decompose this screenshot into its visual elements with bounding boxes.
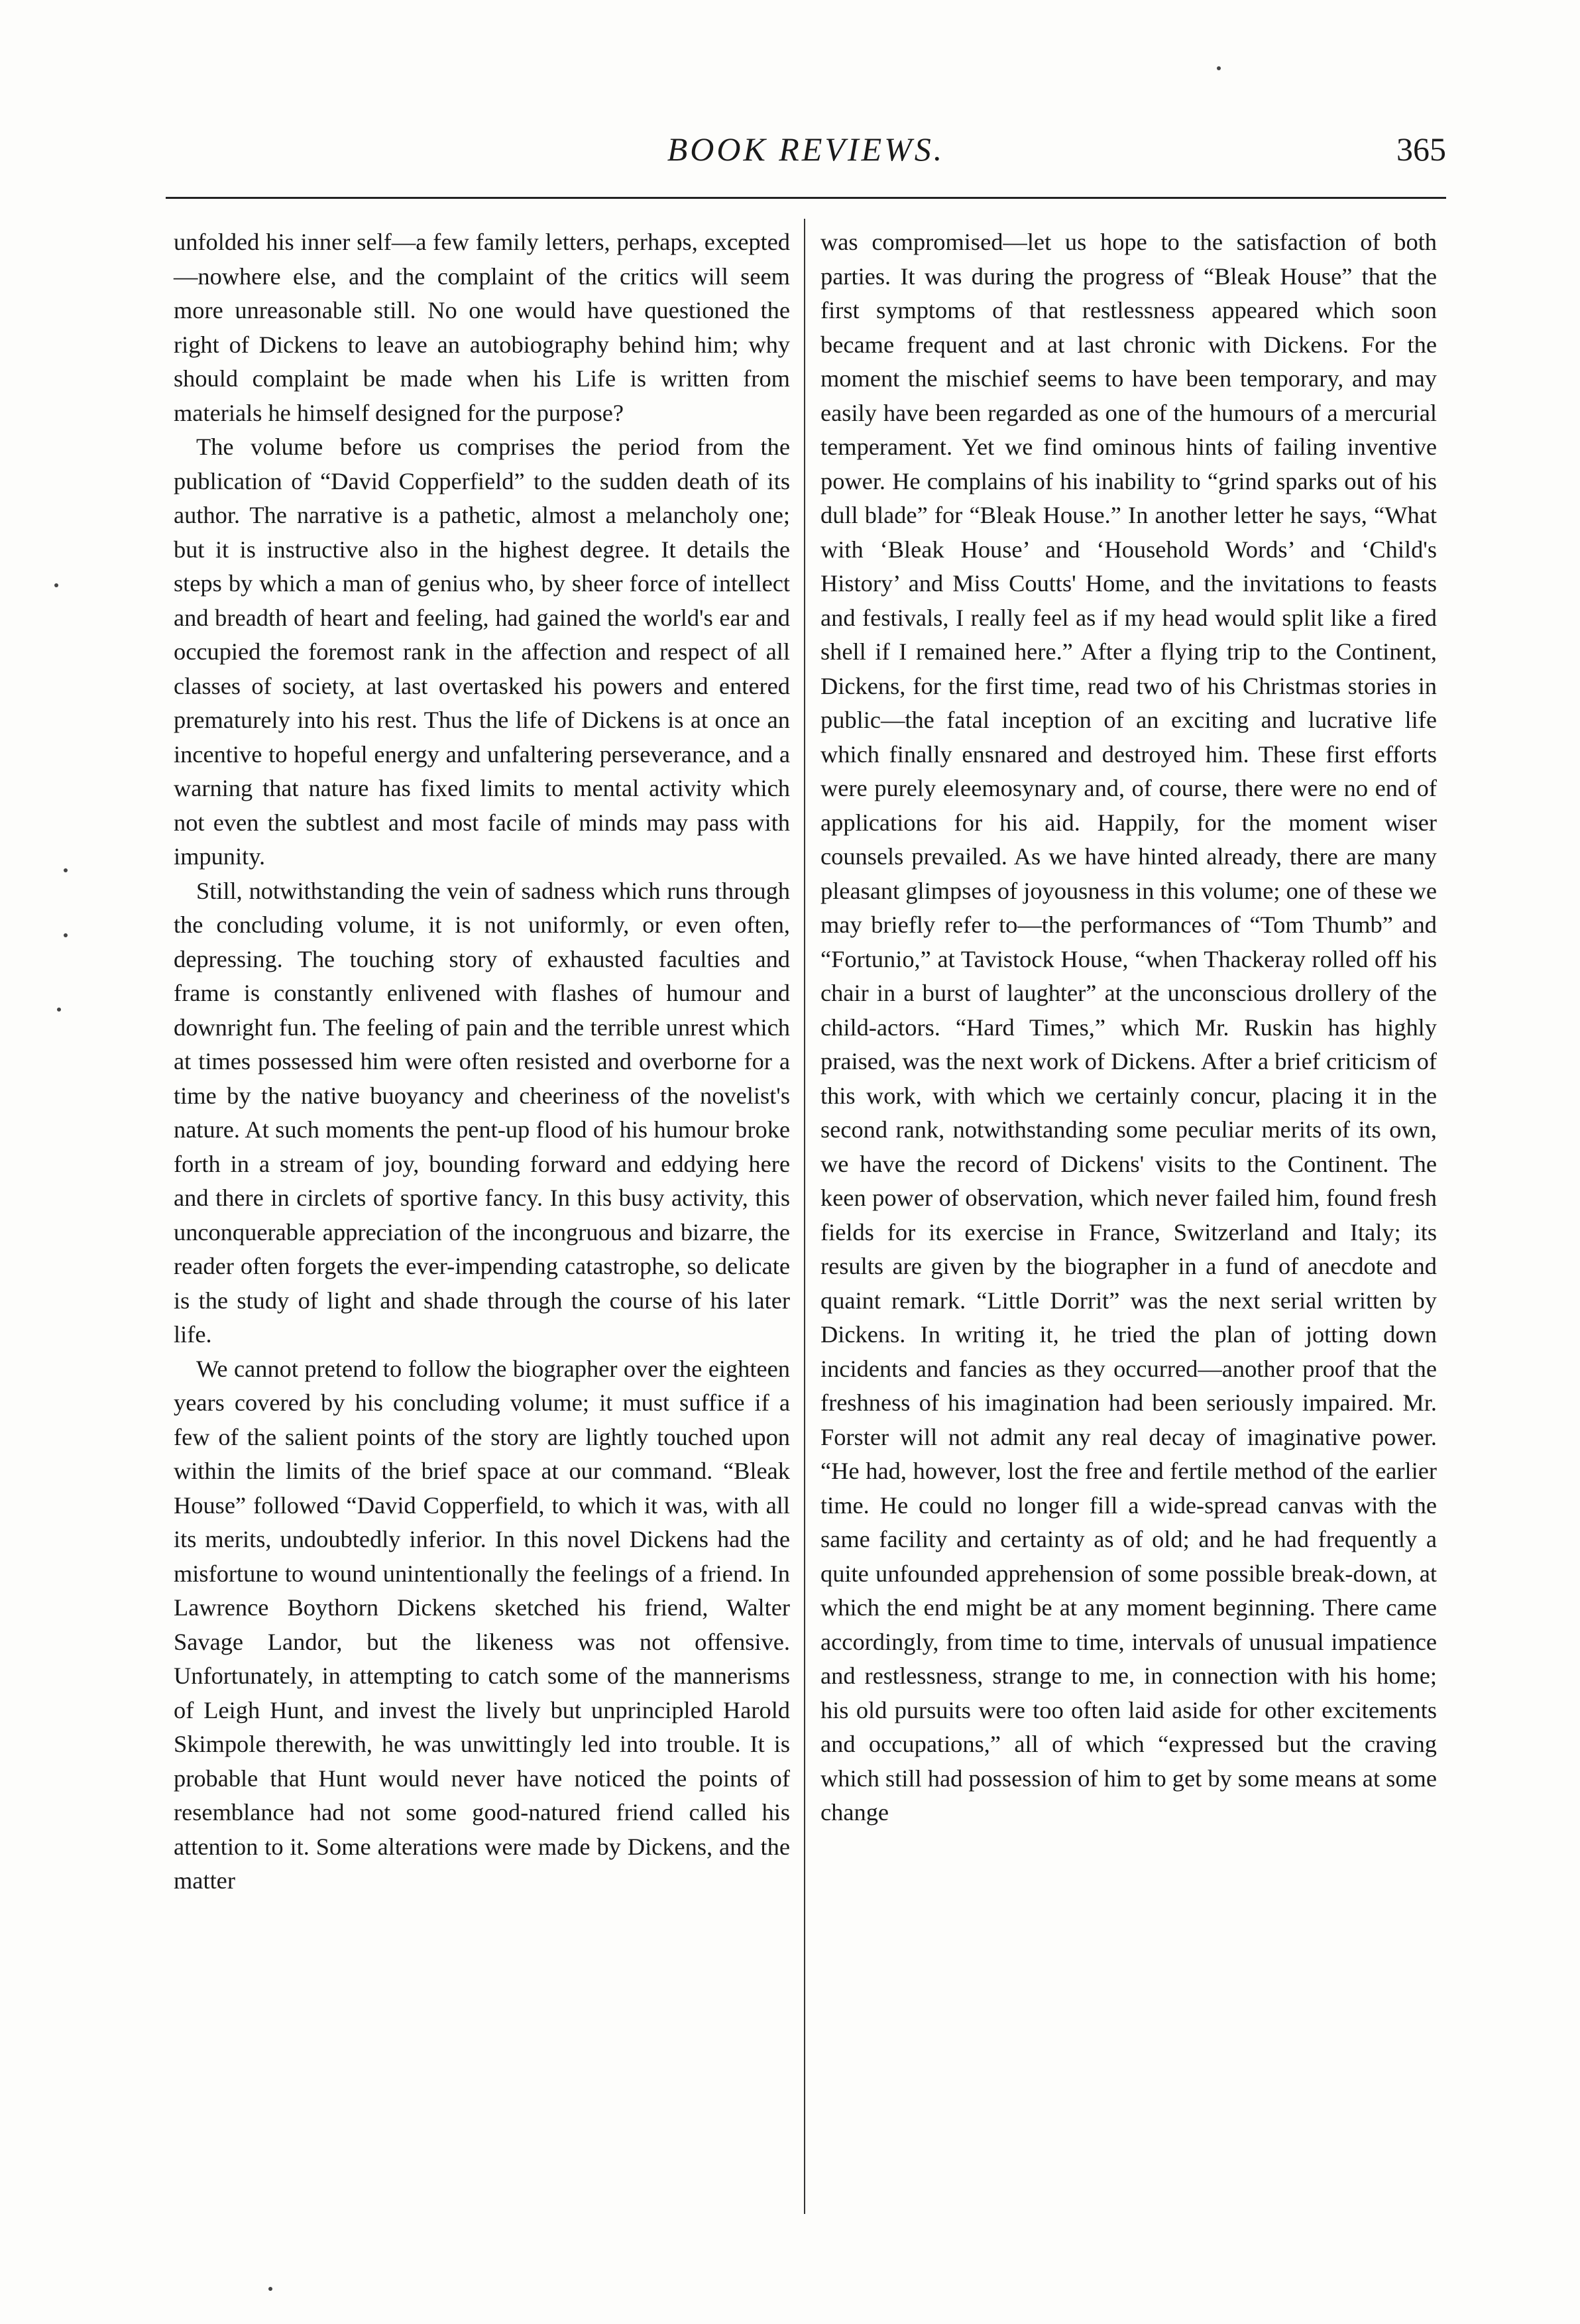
left-column — [174, 225, 790, 1898]
right-paragraph-1: was compromised—let us hope to the satisfaction of both parties. It was during the progress of “Bleak House” that the first symptoms of that restlessness appeared which soon became frequent and at last chronic with Dickens. For the moment the mischief seems to have been temporary, and may easily have been regarded as one of the humours of a mercurial temperament. Yet we find ominous hints of failing inventive power. He complains of his inability to “grind sparks out of his dull blade” for “Bleak House.” In another letter he says, “What with ‘Bleak House’ and ‘Household Words’ and ‘Child's History’ and Miss Coutts' Home, and the invitations to feasts and festivals, I really feel as if my head would split like a fired shell if I remained here.” After a flying trip to the Continent, Dickens, for the first time, read two of his Christmas stories in public—the fatal inception of an exciting and lucrative life which finally ensnared and destroyed him. These first efforts were purely eleemosynary and, of course, there were no end of applications for his aid. Happily, for the moment wiser counsels prevailed. As we have hinted already, there are many pleasant glimpses of joyousness in this volume; one of these we may briefly refer to—the performances of “Tom Thumb” and “Fortunio,” at Tavistock House, “when Thackeray rolled off his chair in a burst of laughter” at the unconscious drollery of the child-actors. “Hard Times,” which Mr. Ruskin has highly praised, was the next work of Dickens. After a brief criticism of this work, with which we certainly concur, placing it in the second rank, notwithstanding some peculiar merits of its own, we have the record of Dickens' visits to the Continent. The keen power of observation, which never failed him, found fresh fields for its exercise in France, Switzerland and Italy; its results are given by the biographer in a fund of anecdote and quaint remark. “Little Dorrit” was the next serial written by Dickens. In writing it, he tried the plan of jotting down incidents and fancies as they occurred—another proof that the freshness of his imagination had been seriously impaired. Mr. Forster will not admit any real decay of imaginative power. “He had, however, lost the free and fertile method of the earlier time. He could no longer fill a wide-spread canvas with the same facility and certainty as of old; and he had frequently a quite unfounded apprehension of some possible break-down, at which the end might be at any moment beginning. There came accordingly, from time to time, intervals of unusual impatience and restlessness, strange to me, in connection with his home; his old pursuits were too often laid aside for other excitements and occupations,” all of which “expressed but the craving which still had possession of him to get by some means at some change — [820, 229, 1437, 1826]
page-number: 365 — [1396, 131, 1446, 168]
left-paragraph-1: unfolded his inner self—a few family letters, perhaps, excepted—nowhere else, and the complaint of the critics will seem more unreasonable still. No one would have questioned the right of Dickens to leave an autobiography behind him; why should complaint be made when his Life is written from materials he himself designed for the purpose? — [174, 229, 790, 426]
left-paragraph-4: We cannot pretend to follow the biographer over the eighteen years covered by his concluding volume; it must suffice if a few of the salient points of the story are lightly touched upon within the limits of the brief space at our command. “Bleak House” followed “David Copperfield, to which it was, with all its merits, undoubtedly inferior. In this novel Dickens had the misfortune to wound unintentionally the feelings of a friend. In Lawrence Boythorn Dickens sketched his friend, Walter Savage Landor, but the likeness was not offensive. Unfortunately, in attempting to catch some of the mannerisms of Leigh Hunt, and invest the lively but unprincipled Harold Skimpole therewith, he was unwittingly led into trouble. It is probable that Hunt would never have noticed the points of resemblance had not some good-natured friend called his attention to it. Some alterations were made by Dickens, and the matter — [174, 1355, 790, 1894]
right-column — [820, 225, 1437, 1830]
page-header — [166, 130, 1446, 190]
left-paragraph-3: Still, notwithstanding the vein of sadness which runs through the concluding volume, it is not uniformly, or even often, depressing. The touching story of exhausted faculties and frame is constantly enlivened with flashes of humour and downright fun. The feeling of pain and the terrible unrest which at times possessed him were often resisted and overborne for a time by the native buoyancy and cheeriness of the novelist's nature. At such moments the pent-up flood of his humour broke forth in a stream of joy, bounding forward and eddying here and there in circlets of sportive fancy. In this busy activity, this unconquerable appreciation of the incongruous and bizarre, the reader often forgets the ever-impending catastrophe, so delicate is the study of light and shade through the course of his later life. — [174, 877, 790, 1348]
running-title: BOOK REVIEWS. — [667, 131, 945, 168]
column-divider — [804, 219, 805, 2214]
left-paragraph-2: The volume before us comprises the period from the publication of “David Copperfield” to the sudden death of its author. The narrative is a pathetic, almost a melancholy one; but it is instructive also in the highest degree. It details the steps by which a man of genius who, by sheer force of intellect and breadth of heart and feeling, had gained the world's ear and occupied the foremost rank in the affection and respect of all classes of society, at last overtasked his powers and entered prematurely into his rest. Thus the life of Dickens is at once an incentive to hopeful energy and unfaltering perseverance, and a warning that nature has fixed limits to mental activity which not even the subtlest and most facile of minds may pass with impunity. — [174, 434, 790, 870]
header-rule — [166, 197, 1446, 199]
